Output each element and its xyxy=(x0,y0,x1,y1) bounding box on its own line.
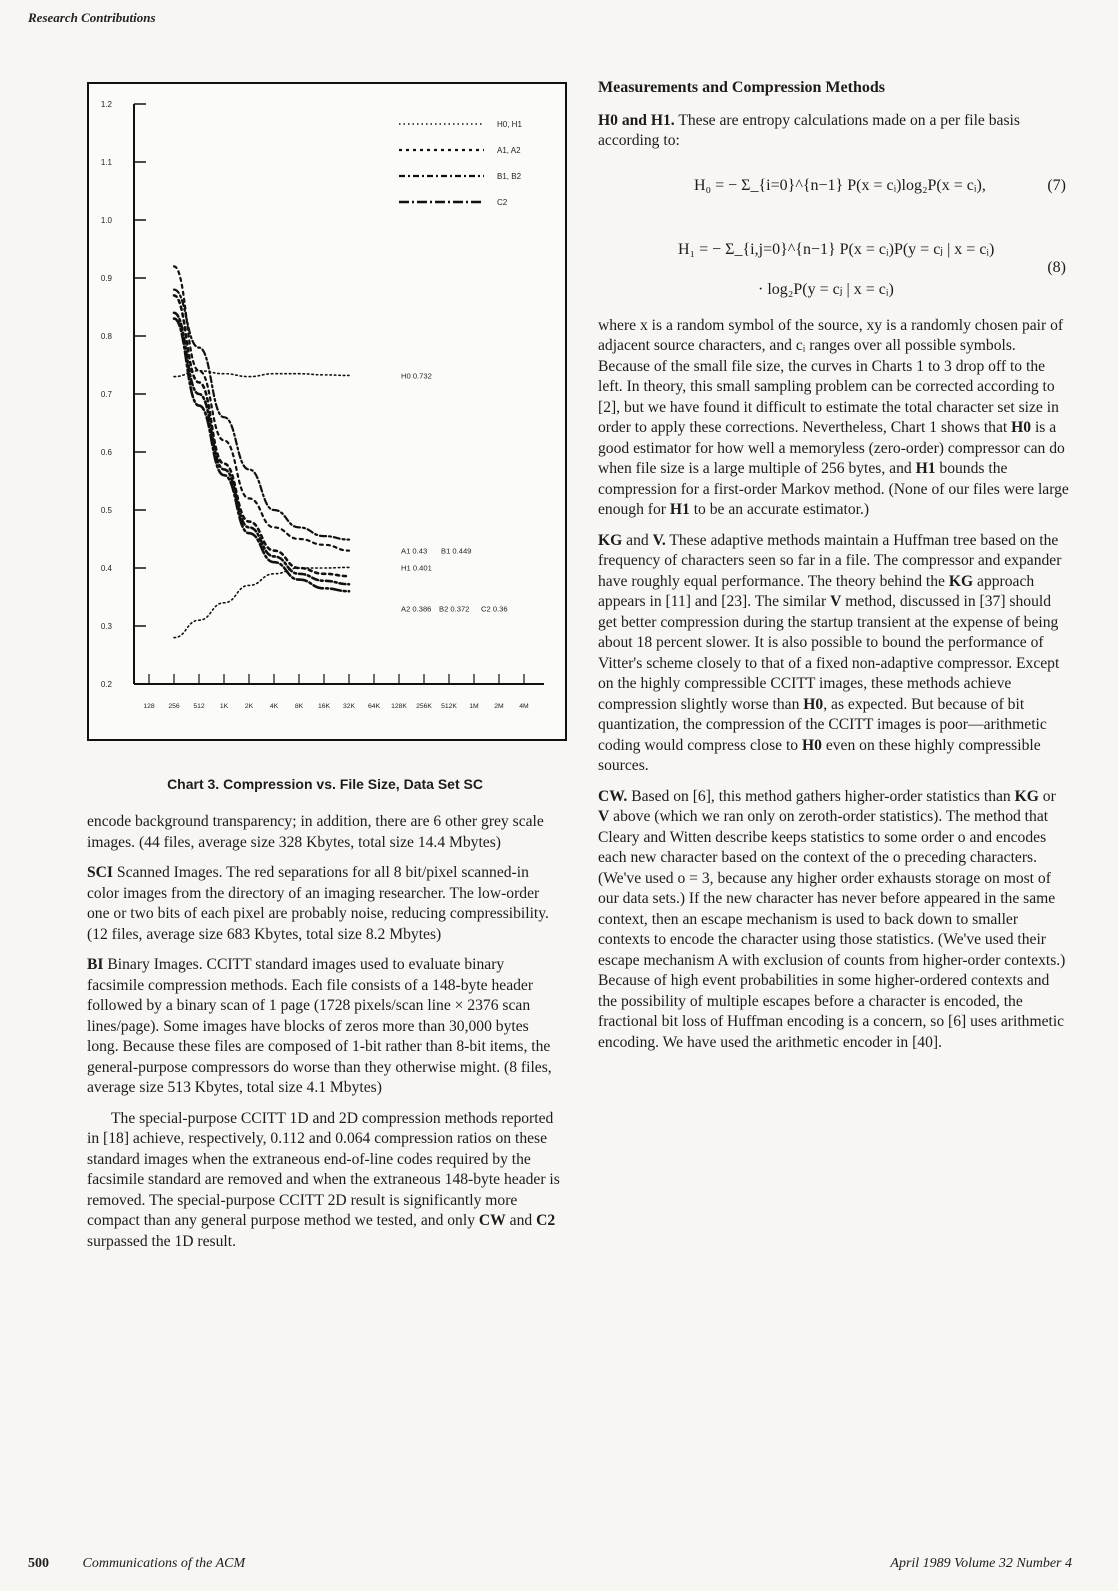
series-line-a1 xyxy=(174,266,349,550)
kg-text-a: These adaptive methods maintain a Huffman tree based on the frequency of characters seen so far in a file. The compressor and expander have roughly equal performance. The theory behind the xyxy=(598,531,1062,590)
kg-label: KG xyxy=(598,531,623,549)
h0-h1-label: H0 and H1. xyxy=(598,111,675,129)
v-ref: V xyxy=(830,593,842,610)
x-tick-label: 1K xyxy=(219,703,229,710)
series-end-label: A1 0.43 xyxy=(401,546,428,556)
ccitt-text-end: surpassed the 1D result. xyxy=(87,1232,236,1250)
y-tick-label: 0.9 xyxy=(100,274,112,283)
series-end-label: B2 0.372 xyxy=(439,604,470,614)
page-number: 500 xyxy=(28,1556,49,1571)
paragraph-ccitt xyxy=(87,1109,563,1253)
x-tick-label: 16K xyxy=(317,703,331,710)
x-tick-label: 256 xyxy=(168,703,180,710)
x-tick-label: 2M xyxy=(494,703,504,710)
paragraph-where xyxy=(598,316,1070,521)
ccitt-text: The special-purpose CCITT 1D and 2D compression methods reported in [18] achieve, respectively, 0.112 and 0.064 compression ratios on these standard images when the extraneous end-of-line codes required by the facsimile standard are removed and when the extraneous 148-byte header is removed. The special-purpose CCITT 2D result is significantly more compact than any general purpose method we tested, and only xyxy=(87,1109,560,1229)
series-end-label: B1 0.449 xyxy=(441,546,472,556)
paragraph-grey-scale: encode background transparency; in addition, there are 6 other grey scale images. (44 files, average size 328 Kbytes, total size 14.4 Mbytes) xyxy=(87,813,544,851)
paragraph-bi xyxy=(87,955,563,1099)
series-end-label: H0 0.732 xyxy=(401,371,432,381)
chart-caption: Chart 3. Compression vs. File Size, Data Set SC xyxy=(167,776,483,792)
cw-text-b: above (which we ran only on zeroth-order statistics). The method that Cleary and Witten describe keeps statistics to some order o and encodes each new character based on the context of the o preceding characters. (We've used o = 3, because any higher order exhausts storage on most of our data sets.) If the new character has never before appeared in the same context, then an escape mechanism is used to back down to smaller contexts to encode the character using those statistics. (We've used their escape mechanism A with exclusion of counts from higher-order contexts.) Because of high event probabilities in some higher-ordered contexts and the possibility of multiple escapes before a character is encoded, the fractional bit loss of Huffman encoding is a concern, so [6] uses arithmetic encoding. We have used the arithmetic encoder in [40]. xyxy=(598,808,1066,1051)
y-tick-label: 1.1 xyxy=(100,158,112,167)
equations xyxy=(598,162,1070,306)
legend-label: B1, B2 xyxy=(497,172,522,181)
h1-ref: H1 xyxy=(915,460,936,477)
kg-text-b: approach appears in [11] and [23]. The similar xyxy=(598,572,1035,610)
where-text-b: is a good estimator for how well a memoryless (zero-order) compressor can do when file size is a large multiple of 256 bytes, and xyxy=(598,419,1065,477)
paragraph-sci xyxy=(87,863,563,945)
series-line-b2 xyxy=(174,313,349,584)
v-label: V. xyxy=(652,531,666,549)
x-tick-label: 256K xyxy=(416,703,432,710)
x-tick-label: 4K xyxy=(269,703,279,710)
kg-ref-2: KG xyxy=(1014,787,1039,805)
y-tick-label: 0.7 xyxy=(100,390,112,399)
series-line-h1 xyxy=(174,567,349,637)
cw-or: or xyxy=(1038,787,1056,805)
x-tick-label: 512 xyxy=(193,703,205,710)
x-tick-label: 128K xyxy=(391,703,407,710)
legend-label: C2 xyxy=(497,198,508,207)
x-tick-label: 32K xyxy=(342,703,356,710)
bi-label: BI xyxy=(87,956,104,973)
sci-text: Scanned Images. The red separations for all 8 bit/pixel scanned-in color images from the directory of an imaging researcher. The low-order one or two bits of each pixel are probably noise, reducing compressibility. (12 files, average size 683 Kbytes, total size 8.2 Mbytes) xyxy=(87,864,549,943)
x-tick-label: 8K xyxy=(294,703,304,710)
y-tick-label: 1.2 xyxy=(100,100,112,109)
where-text-c: bounds the compression for a first-order Markov method. (None of our files were large enough for xyxy=(598,460,1069,518)
series-line-a2 xyxy=(174,295,349,576)
h0-h1-intro: These are entropy calculations made on a per file basis according to: xyxy=(598,111,1020,149)
paragraph-h0-h1 xyxy=(598,111,1070,152)
y-tick-label: 0.3 xyxy=(100,622,112,631)
series-end-label: A2 0.386 xyxy=(401,604,432,614)
h0-ref-2: H0 xyxy=(803,695,824,713)
y-tick-label: 1.0 xyxy=(100,216,112,225)
equation-7-number: (7) xyxy=(1047,176,1066,194)
kg-text-d: , as expected. But because of bit quantization, the compression of the CCITT images is poor—arithmetic coding would compress close to xyxy=(598,695,1047,754)
footer-left xyxy=(28,1556,245,1572)
where-text-a: where x is a random symbol of the source, xy is a randomly chosen pair of adjacent source characters, and cᵢ ranges over all possible symbols. Because of the small file size, the curves in Charts 1 to 3 drop off to the left. In theory, this small sampling problem can be corrected according to [2], but we have found it difficult to estimate the total character set size in order to apply these corrections. Nevertheless, Chart 1 shows that xyxy=(598,316,1064,436)
series-end-label: H1 0.401 xyxy=(401,563,432,573)
v-ref-2: V xyxy=(598,808,610,825)
kg-ref: KG xyxy=(948,572,974,590)
kg-text-e: even on these highly compressible sources. xyxy=(598,736,1041,774)
chart-svg xyxy=(89,84,565,739)
paragraph-kg-v xyxy=(598,531,1070,777)
legend-label: H0, H1 xyxy=(497,120,522,129)
x-tick-label: 4M xyxy=(519,703,529,710)
footer-issue: April 1989 Volume 32 Number 4 xyxy=(890,1556,1072,1571)
kg-text-c: method, discussed in [37] should get better compression during the startup transient at the expense of being about 18 percent slower. It is also possible to bound the performance of Vitter's scheme closely to that of a fixed non-adaptive compressor. Except on the highly compressible CCITT images, these methods achieve compression slightly worse than xyxy=(598,593,1060,713)
kg-and: and xyxy=(622,531,653,549)
y-tick-label: 0.4 xyxy=(100,564,112,573)
y-tick-label: 0.5 xyxy=(100,506,112,515)
and-text: and xyxy=(505,1212,537,1229)
cw-label: CW. xyxy=(598,787,628,805)
sci-label: SCI xyxy=(87,864,114,881)
x-tick-label: 128 xyxy=(143,703,155,710)
c2-ref: C2 xyxy=(536,1212,556,1229)
journal-name: Communications of the ACM xyxy=(82,1556,246,1571)
left-column xyxy=(87,812,563,1262)
y-tick-label: 0.8 xyxy=(100,332,112,341)
series-end-label: C2 0.36 xyxy=(481,604,508,614)
h0-ref-3: H0 xyxy=(801,736,822,754)
equation-8-line1: H₁ = − Σ_{i,j=0}^{n−1} P(x = cᵢ)P(y = cⱼ | x = cᵢ) xyxy=(678,240,995,258)
series-line-b1 xyxy=(174,290,349,540)
y-tick-label: 0.2 xyxy=(100,680,112,689)
cw-text-a: Based on [6], this method gathers higher-order statistics than xyxy=(627,787,1015,805)
x-tick-label: 64K xyxy=(367,703,381,710)
x-tick-label: 512K xyxy=(441,703,457,710)
chart-3 xyxy=(87,82,567,741)
paragraph-cw xyxy=(598,787,1070,1054)
h1-ref-2: H1 xyxy=(669,501,690,518)
x-tick-label: 1M xyxy=(469,703,479,710)
legend-label: A1, A2 xyxy=(497,146,521,155)
section-heading: Measurements and Compression Methods xyxy=(598,79,885,96)
equation-8-line2: · log₂P(y = cⱼ | x = cᵢ) xyxy=(758,280,894,298)
equation-8-number: (8) xyxy=(1047,258,1066,276)
bi-text: Binary Images. CCITT standard images used to evaluate binary facsimile compression methods. Each file consists of a 148-byte header followed by a binary scan of 1 page (1728 pixels/scan line × 2376 scan lines/page). Some images have blocks of zeros more than 30,000 bytes long. Because these files are composed of 1-bit rather than 8-bit items, the general-purpose compressors do worse than they otherwise might. (8 files, average size 513 Kbytes, total size 4.1 Mbytes) xyxy=(87,956,552,1096)
series-line-c2 xyxy=(174,319,349,592)
y-tick-label: 0.6 xyxy=(100,448,112,457)
cw-ref: CW xyxy=(478,1212,506,1229)
running-header: Research Contributions xyxy=(28,10,156,25)
where-text-d: to be an accurate estimator.) xyxy=(689,501,870,518)
equation-7: H₀ = − Σ_{i=0}^{n−1} P(x = cᵢ)log₂P(x = cᵢ), xyxy=(694,176,986,194)
x-tick-label: 2K xyxy=(244,703,254,710)
h0-ref: H0 xyxy=(1011,419,1032,436)
right-column xyxy=(598,78,1070,1063)
